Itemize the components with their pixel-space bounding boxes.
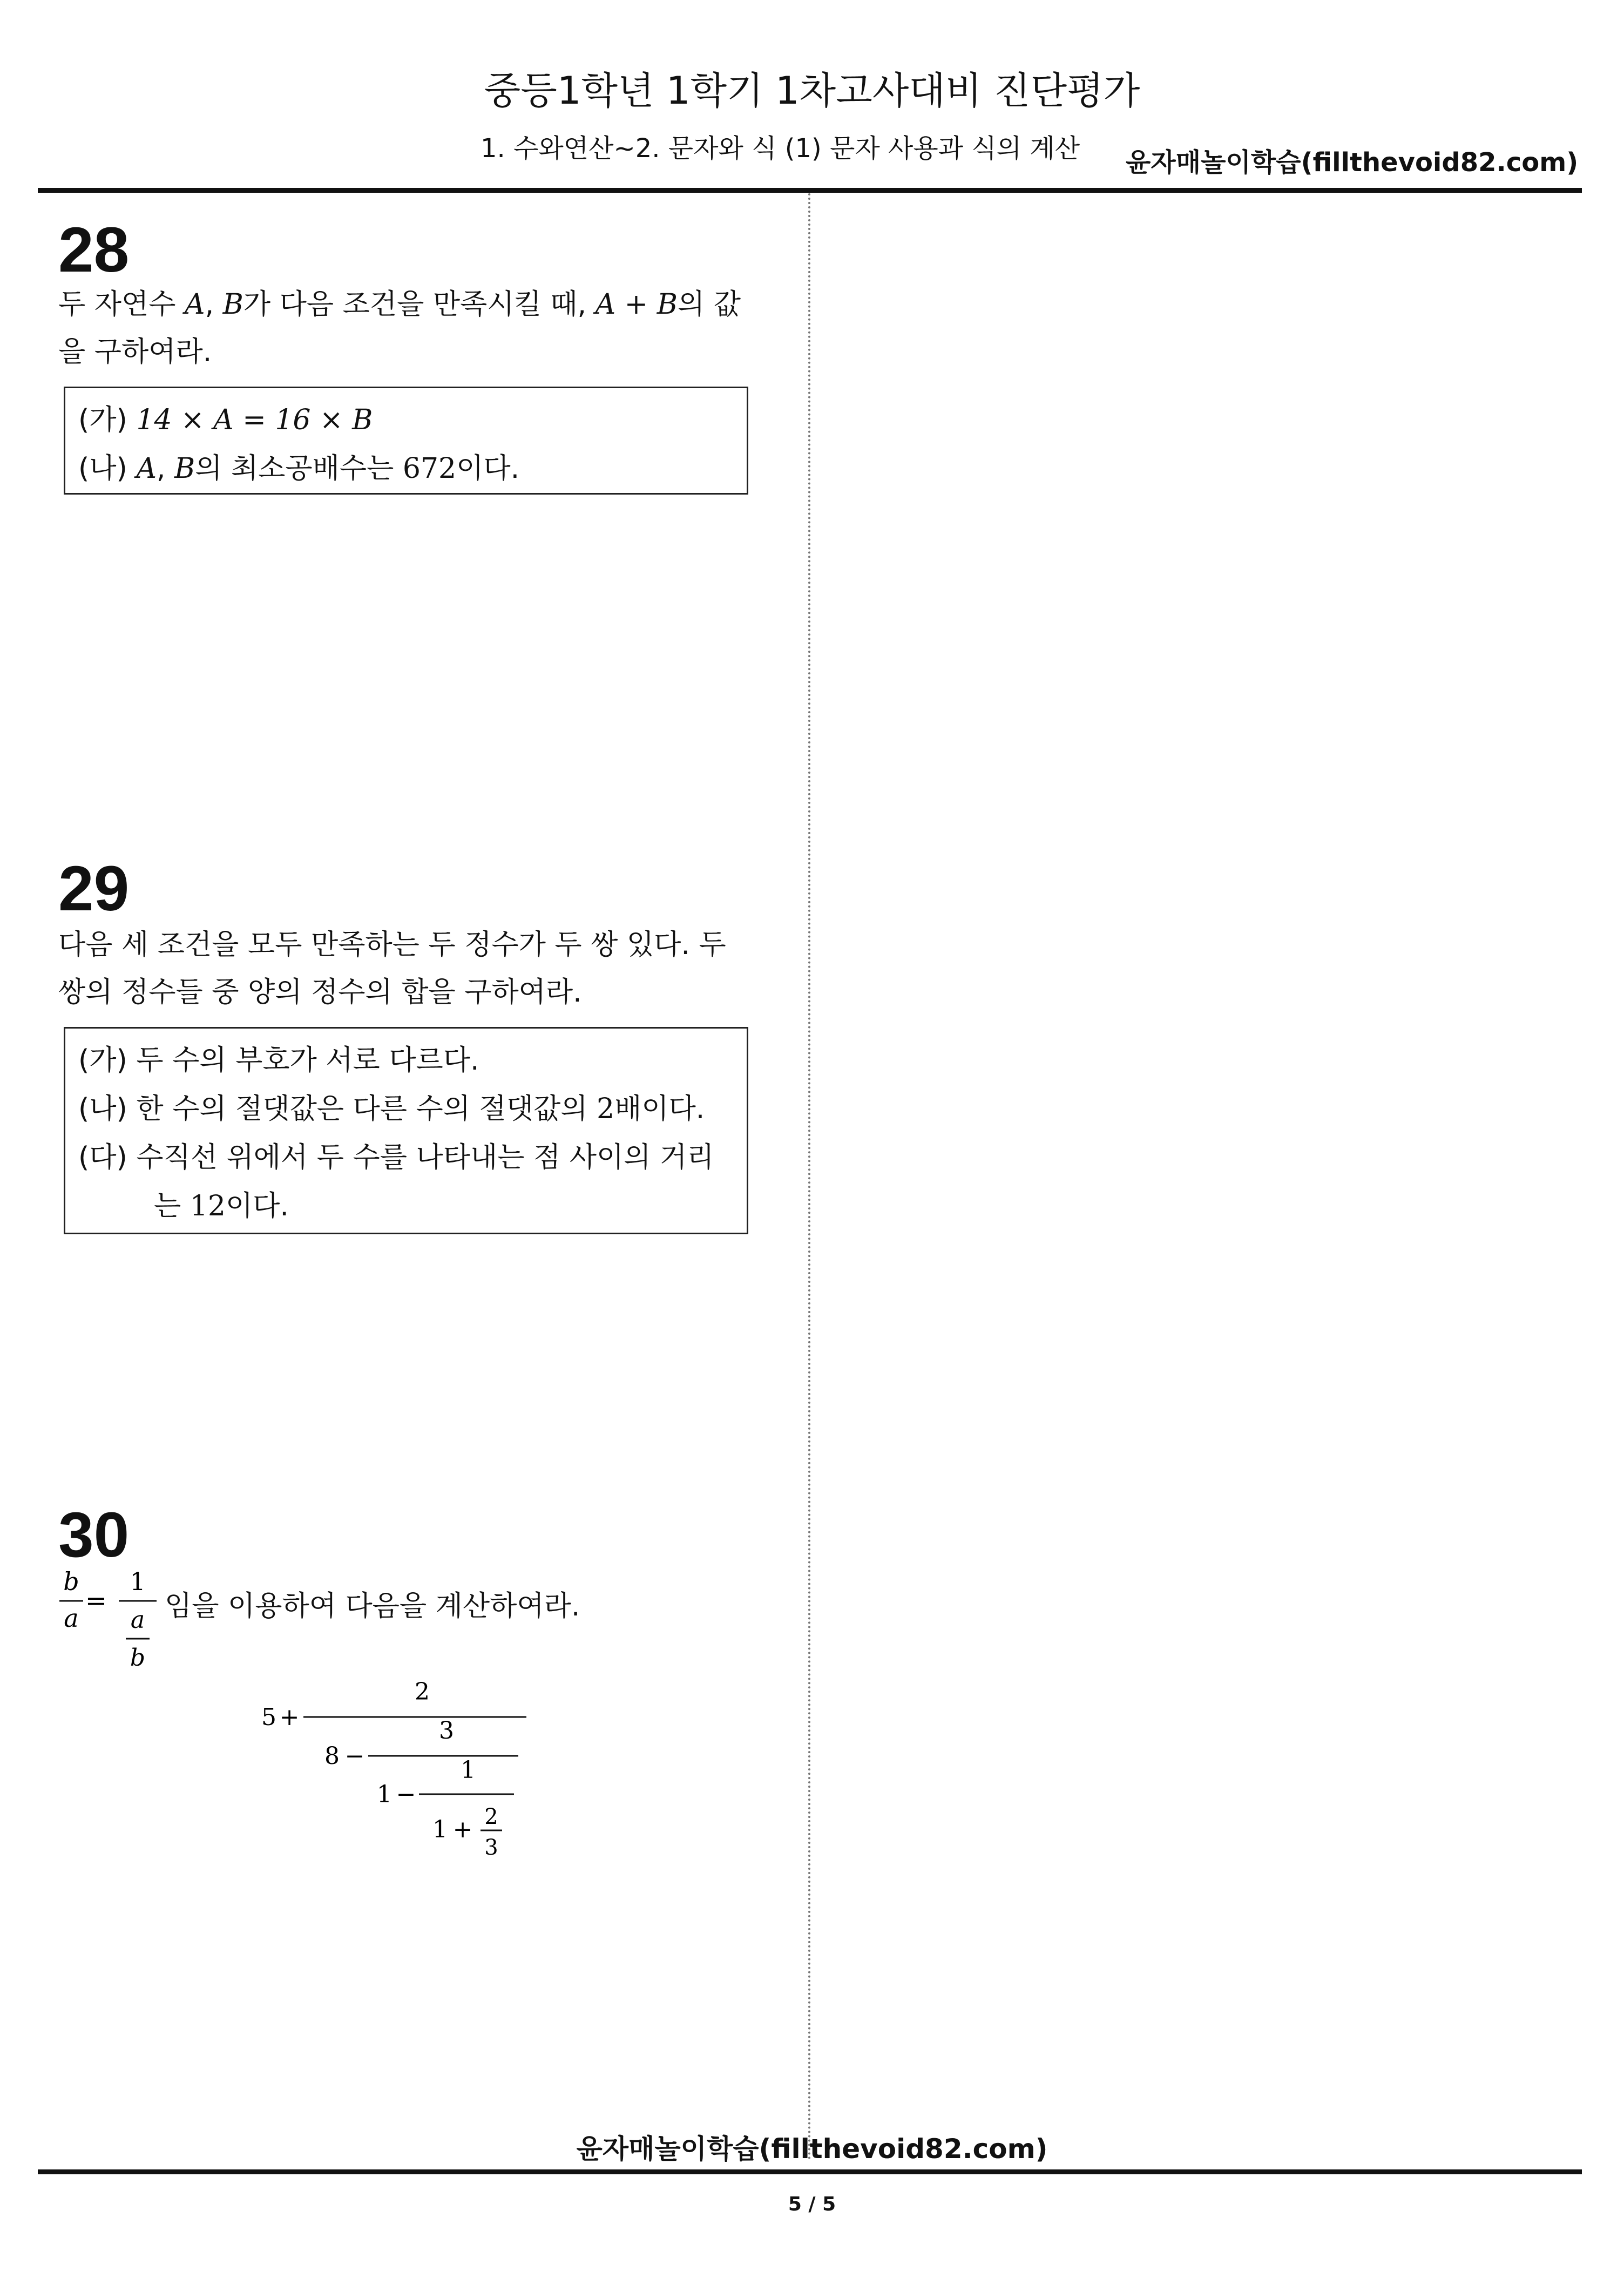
variable: B	[174, 452, 195, 485]
variable: A	[136, 452, 157, 485]
question-stem	[58, 281, 755, 376]
variable: A	[185, 288, 205, 321]
term: 1	[432, 1816, 448, 1843]
condition-label: (나)	[78, 1093, 127, 1125]
question-stem: 다음 세 조건을 모두 만족하는 두 정수가 두 쌍 있다. 두 쌍의 정수들 중 양의 정수의 합을 구하여라.	[58, 929, 726, 1009]
term: 5	[261, 1703, 276, 1731]
condition-text: 이다.	[456, 452, 520, 485]
condition-text: 두 수의 부호가 서로 다르다.	[136, 1044, 479, 1077]
term: 1	[377, 1781, 392, 1808]
condition-label: (가)	[78, 404, 127, 436]
question-number: 30	[58, 1499, 130, 1571]
page-subtitle: 1. 수와연산~2. 문자와 식 (1) 문자 사용과 식의 계산	[481, 133, 1080, 164]
stem-text: 두 자연수	[58, 288, 185, 321]
separator: ,	[205, 288, 223, 321]
condition-box	[64, 387, 748, 495]
condition-item	[78, 1085, 734, 1133]
condition-item	[78, 1036, 734, 1085]
continued-fraction	[259, 1679, 561, 1863]
operator: −	[396, 1781, 416, 1808]
numerator: 3	[439, 1717, 454, 1745]
condition-text: 의 최소공배수는	[195, 452, 403, 485]
expression: A + B	[595, 288, 678, 321]
operator: +	[279, 1703, 300, 1731]
condition-item	[78, 1133, 734, 1182]
header-rule	[38, 188, 1582, 193]
denominator: 3	[484, 1835, 498, 1860]
condition-item	[78, 396, 734, 444]
condition-continuation	[78, 1182, 734, 1230]
condition-text: 한 수의 절댓값은 다른 수의 절댓값의	[136, 1093, 597, 1125]
footer-brand: 윤자매놀이학습(fillthevoid82.com)	[576, 2133, 1048, 2165]
term: 8	[324, 1742, 340, 1770]
condition-box	[64, 1027, 748, 1234]
identity-rhs-numerator: 1	[130, 1567, 146, 1596]
identity-inner-denominator: b	[130, 1644, 146, 1672]
condition-text: 이다.	[225, 1190, 289, 1222]
number: 12	[190, 1190, 226, 1222]
question-stem: 임을 이용하여 다음을 계산하여라.	[165, 1590, 580, 1622]
numerator: 2	[484, 1804, 498, 1829]
condition-label: (다)	[78, 1141, 127, 1174]
fraction-identity	[54, 1563, 162, 1679]
header-brand: 윤자매놀이학습(fillthevoid82.com)	[1126, 147, 1579, 178]
variable: B	[222, 288, 243, 321]
footer-rule	[38, 2169, 1582, 2174]
numerator: 2	[415, 1679, 430, 1706]
condition-text: 배이다.	[614, 1093, 705, 1125]
condition-math: 14 × A = 16 × B	[136, 404, 373, 436]
condition-label: (가)	[78, 1044, 127, 1077]
number: 2	[597, 1093, 615, 1125]
question-number: 28	[58, 214, 130, 286]
identity-lhs-denominator: a	[64, 1604, 79, 1633]
question-number: 29	[58, 853, 130, 924]
operator: −	[344, 1742, 365, 1770]
stem-text: 가 다음 조건을 만족시킬 때,	[243, 288, 596, 321]
page-title: 중등1학년 1학기 1차고사대비 진단평가	[484, 69, 1140, 113]
numerator: 1	[461, 1756, 476, 1784]
condition-label: (나)	[78, 452, 127, 485]
column-divider	[808, 193, 810, 2161]
condition-text: 수직선 위에서 두 수를 나타내는 점 사이의 거리	[136, 1141, 714, 1174]
equals-sign: =	[85, 1586, 107, 1616]
page-number: 5 / 5	[788, 2193, 836, 2215]
number: 672	[402, 452, 457, 485]
identity-lhs-numerator: b	[63, 1567, 79, 1596]
operator: +	[452, 1816, 473, 1843]
identity-inner-numerator: a	[130, 1606, 145, 1634]
stem-text: 의 값을 구하여라.	[58, 288, 741, 368]
condition-item	[78, 444, 734, 493]
separator: ,	[156, 452, 174, 485]
condition-text: 는	[154, 1190, 190, 1222]
